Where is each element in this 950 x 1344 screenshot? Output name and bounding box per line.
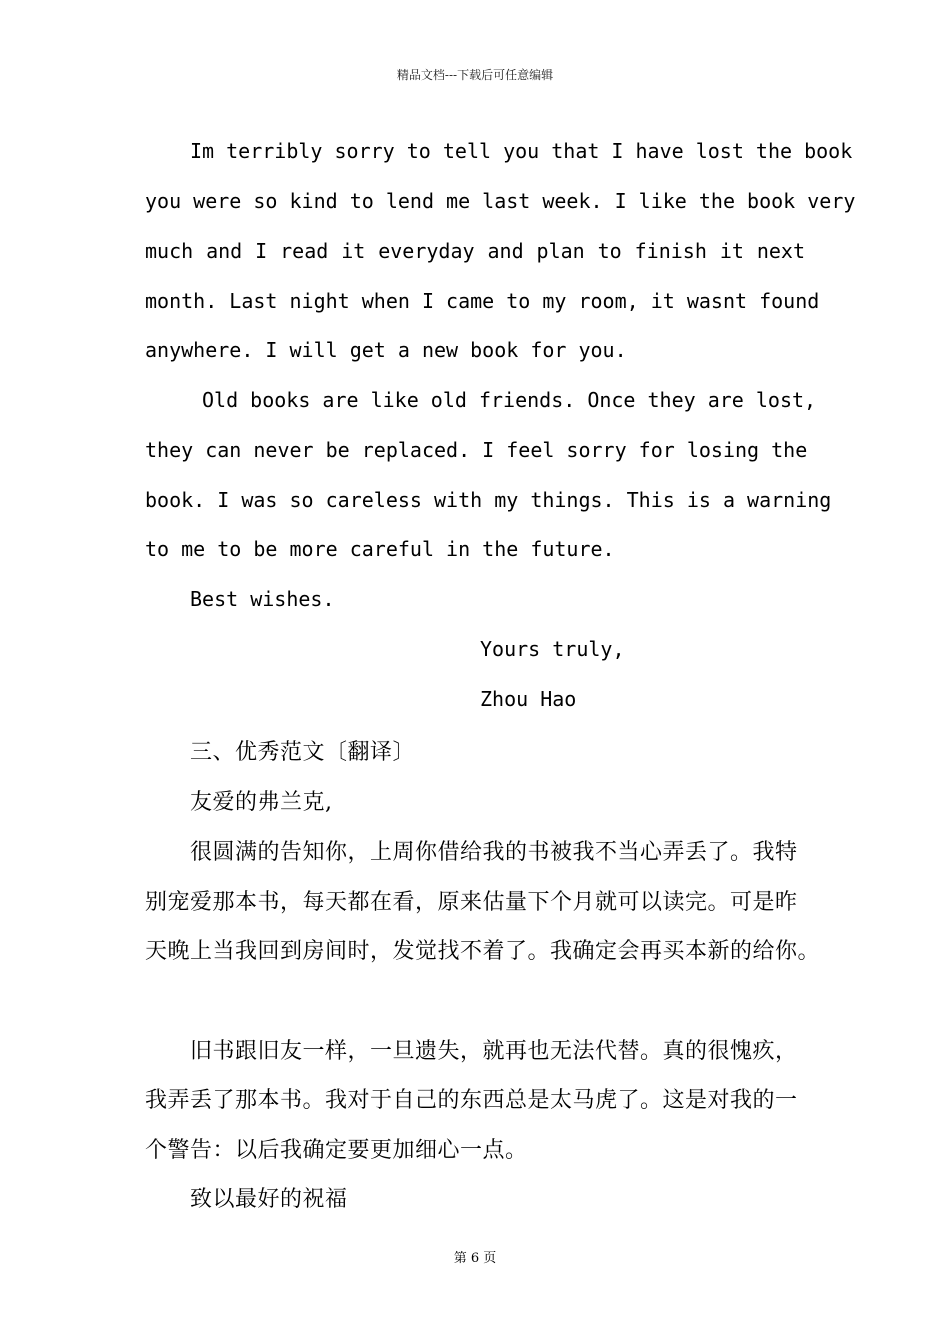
- en-signature: Zhou Hao: [480, 687, 577, 711]
- en-p1-line-2: you were so kind to lend me last week. I like the book very: [145, 189, 856, 213]
- en-p2-line-3: book. I was so careless with my things. This is a warning: [145, 488, 832, 512]
- en-p1-line-4: month. Last night when I came to my room, it wasnt found: [145, 289, 820, 313]
- page-number: 第 6 页: [453, 1251, 497, 1266]
- en-p2-line-1: Old books are like old friends. Once they are lost,: [202, 388, 817, 412]
- section-title: 三、优秀范文〔翻译〕: [190, 740, 416, 765]
- zh-p2-line-1: 旧书跟旧友一样，一旦遗失，就再也无法代替。真的很愧疚，: [190, 1039, 798, 1064]
- en-p2-line-4: to me to be more careful in the future.: [145, 537, 615, 561]
- zh-closing: 致以最好的祝福: [190, 1187, 348, 1212]
- zh-p1-line-2: 别宠爱那本书，每天都在看，原来估量下个月就可以读完。可是昨: [145, 890, 798, 915]
- zh-p2-line-2: 我弄丢了那本书。我对于自己的东西总是太马虎了。这是对我的一: [145, 1088, 798, 1113]
- en-p1-line-1: Im terribly sorry to tell you that I have lost the book: [190, 139, 853, 163]
- page-header: 精品文档---下载后可任意编辑: [396, 68, 554, 82]
- en-p1-line-3: much and I read it everyday and plan to finish it next: [145, 239, 805, 263]
- en-p2-line-2: they can never be replaced. I feel sorry for losing the: [145, 438, 808, 462]
- zh-p1-line-3: 天晚上当我回到房间时，发觉找不着了。我确定会再买本新的给你。: [145, 939, 821, 964]
- en-closing: Best wishes.: [190, 587, 335, 611]
- zh-p1-line-1: 很圆满的告知你，上周你借给我的书被我不当心弄丢了。我特: [190, 840, 798, 865]
- en-p1-line-5: anywhere. I will get a new book for you.: [145, 338, 627, 362]
- zh-greeting: 友爱的弗兰克,: [190, 790, 333, 815]
- en-sign-off: Yours truly,: [480, 637, 625, 661]
- zh-p2-line-3: 个警告：以后我确定要更加细心一点。: [145, 1138, 528, 1163]
